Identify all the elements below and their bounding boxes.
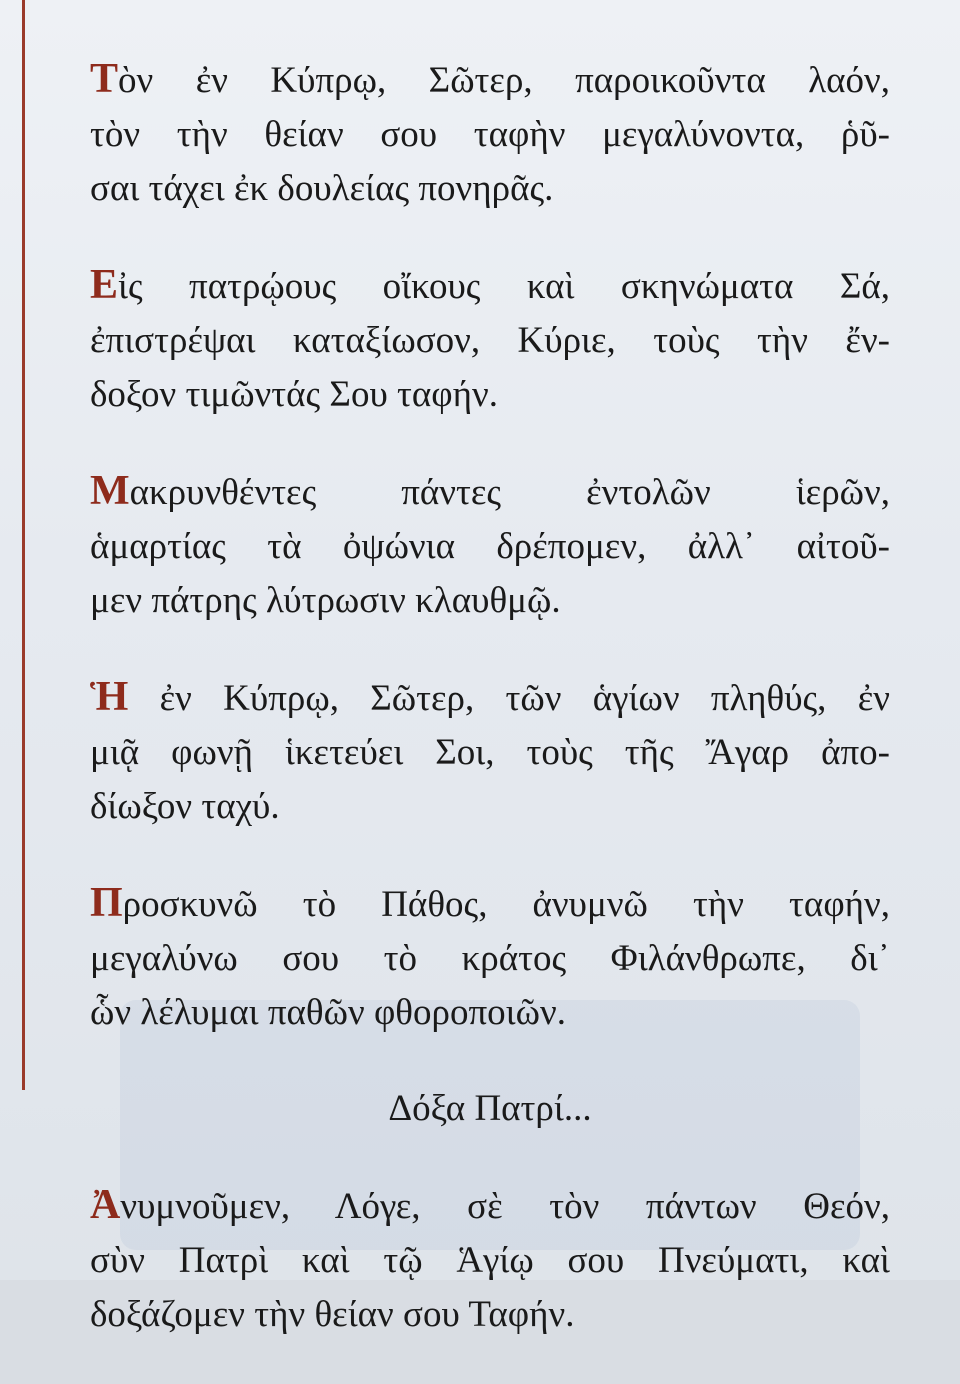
stanza-line: δίωξον ταχύ. — [90, 786, 280, 827]
stanza-3 — [90, 464, 890, 628]
stanza-line: μεν πάτρης λύτρωσιν κλαυθμῷ. — [90, 580, 561, 621]
drop-initial: Ε — [90, 262, 119, 308]
hymn-text — [90, 52, 890, 1384]
stanza-line: Προσκυνῶ τὸ Πάθος, ἀνυμνῶ τὴν ταφήν, — [90, 880, 890, 926]
drop-initial: Π — [90, 880, 123, 926]
stanza-line: σὺν Πατρὶ καὶ τῷ Ἁγίῳ σου Πνεύματι, καὶ — [90, 1240, 890, 1281]
stanza-4 — [90, 670, 890, 834]
left-margin-rule — [22, 0, 25, 1090]
stanza-line: Ἡ ἐν Κύπρῳ, Σῶτερ, τῶν ἁγίων πληθύς, ἐν — [90, 674, 890, 720]
drop-initial: Ἀ — [90, 1182, 121, 1228]
stanza-line: μεγαλύνω σου τὸ κράτος Φιλάνθρωπε, δι᾽ — [90, 938, 890, 979]
stanza-line: τὸν τὴν θείαν σου ταφὴν μεγαλύνοντα, ῥῦ- — [90, 114, 890, 155]
drop-initial: Μ — [90, 468, 130, 514]
stanza-1 — [90, 52, 890, 216]
stanza-line: ἐπιστρέψαι καταξίωσον, Κύριε, τοὺς τὴν ἔν- — [90, 320, 890, 361]
drop-initial: Ἡ — [90, 674, 129, 720]
stanza-line: σαι τάχει ἐκ δουλείας πονηρᾶς. — [90, 168, 554, 209]
stanza-line: Εἰς πατρῴους οἴκους καὶ σκηνώματα Σά, — [90, 262, 890, 308]
stanza-line: Ἀνυμνοῦμεν, Λόγε, σὲ τὸν πάντων Θεόν, — [90, 1182, 890, 1228]
doxa-heading: Δόξα Πατρί... — [388, 1088, 592, 1129]
stanza-line: ἁμαρτίας τὰ ὀψώνια δρέπομεν, ἀλλ᾽ αἰτοῦ- — [90, 526, 890, 567]
stanza-line: Μακρυνθέντες πάντες ἐντολῶν ἱερῶν, — [90, 468, 890, 514]
stanza-line: δοξάζομεν τὴν θείαν σου Ταφήν. — [90, 1294, 575, 1335]
stanza-2 — [90, 258, 890, 422]
drop-initial: Τ — [90, 56, 119, 102]
stanza-line: δοξον τιμῶντάς Σου ταφήν. — [90, 374, 498, 415]
stanza-line: Τὸν ἐν Κύπρῳ, Σῶτερ, παροικοῦντα λαόν, — [90, 56, 890, 102]
stanza-line: ὧν λέλυμαι παθῶν φθοροποιῶν. — [90, 992, 566, 1033]
final-stanza — [90, 1178, 890, 1342]
stanza-5 — [90, 876, 890, 1040]
stanza-line: μιᾷ φωνῇ ἱκετεύει Σοι, τοὺς τῆς Ἄγαρ ἀπο- — [90, 732, 890, 773]
